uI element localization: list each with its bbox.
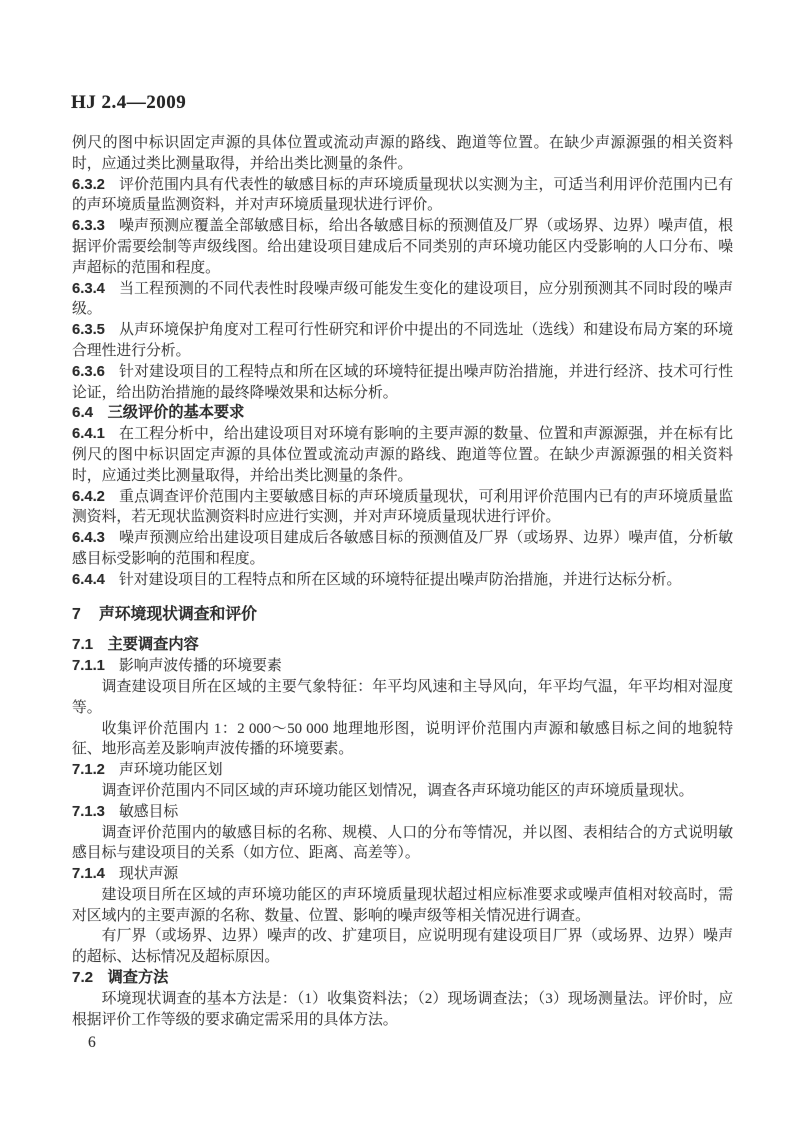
clause-6.4.4 [72, 570, 733, 591]
page-number: 6 [88, 1034, 96, 1051]
clause-text: 声环境现状调查和评价 [98, 605, 257, 623]
clause-text: 主要调查内容 [107, 636, 199, 654]
clause-number: 7.1.1 [72, 658, 105, 675]
subsection-heading-7.1 [72, 635, 733, 656]
clause-number: 7.1.4 [72, 866, 105, 883]
clause-6.3.2 [72, 175, 733, 217]
clause-text: 影响声波传播的环境要素 [118, 658, 282, 675]
clause-number: 6.3.3 [72, 218, 105, 235]
clause-text: 针对建设项目的工程特点和所在区域的环境特征提出噪声防治措施，并进行经济、技术可行性论证，给出防治措施的最终降噪效果和达标分析。 [72, 363, 733, 401]
clause-heading-7.1.4 [72, 864, 733, 885]
clause-number: 7.1.3 [72, 803, 105, 820]
clause-number: 7.2 [72, 969, 94, 987]
paragraph [72, 823, 733, 865]
clause-text: 有厂界（或场界、边界）噪声的改、扩建项目，应说明现有建设项目厂界（或场界、边界）噪声的超标、达标情况及超标原因。 [72, 928, 733, 966]
clause-text: 噪声预测应给出建设项目建成后各敏感目标的预测值及厂界（或场界、边界）噪声值，分析敏感目标受影响的范围和程度。 [72, 530, 733, 567]
clause-heading-7.1.1 [72, 656, 733, 677]
clause-number: 6.3.4 [72, 280, 105, 297]
clause-number: 6.3.5 [72, 322, 105, 339]
clause-text: 环境现状调查的基本方法是：（1）收集资料法；（2）现场调查法；（3）现场测量法。评价时，应根据评价工作等级的要求确定需采用的具体方法。 [72, 990, 733, 1028]
clause-text: 敏感目标 [118, 803, 179, 820]
clause-text: 三级评价的基本要求 [107, 404, 245, 422]
paragraph [72, 719, 733, 761]
clause-text: 收集评价范围内 1：2 000～50 000 地理地形图，说明评价范围内声源和敏感目标之间的地貌特征、地形高差及影响声波传播的环境要素。 [72, 720, 733, 758]
clause-text: 调查评价范围内不同区域的声环境功能区划情况，调查各声环境功能区的声环境质量现状。 [101, 782, 694, 799]
clause-text: 建设项目所在区域的声环境功能区的声环境质量现状超过相应标准要求或噪声值相对较高时，需对区域内的主要声源的名称、数量、位置、影响的噪声级等相关情况进行调查。 [72, 886, 733, 924]
paragraph [72, 781, 733, 802]
clause-text: 例尺的图中标识固定声源的具体位置或流动声源的路线、跑道等位置。在缺少声源源强的相关资料时，应通过类比测量取得，并给出类比测量的条件。 [72, 135, 733, 172]
clause-number: 6.3.2 [72, 176, 105, 193]
paragraph [72, 926, 733, 968]
standard-code: HJ 2.4—2009 [71, 92, 187, 113]
section-heading-7 [72, 605, 733, 626]
clause-text: 声环境功能区划 [118, 762, 223, 779]
clause-number: 6.3.6 [72, 363, 105, 380]
clause-text: 调查建设项目所在区域的主要气象特征：年平均风速和主导风向，年平均气温，年平均相对湿度等。 [72, 678, 733, 716]
paragraph [72, 885, 733, 927]
clause-number: 7 [72, 605, 81, 623]
paragraph [72, 989, 733, 1031]
clause-number: 6.4.1 [72, 426, 105, 443]
clause-number: 6.4.4 [72, 571, 105, 588]
clause-6.4.1 [72, 424, 733, 486]
clause-heading-7.1.2 [72, 760, 733, 781]
clause-text: 现状声源 [118, 866, 179, 883]
clause-text: 重点调查评价范围内主要敏感目标的声环境质量现状，可利用评价范围内已有的声环境质量监测资料，若无现状监测资料时应进行实测，并对声环境质量现状进行评价。 [72, 488, 733, 526]
clause-6.4.2 [72, 487, 733, 529]
clause-6.3.6 [72, 362, 733, 404]
clause-6.3.4 [72, 279, 733, 321]
clause-text: 针对建设项目的工程特点和所在区域的环境特征提出噪声防治措施，并进行达标分析。 [118, 571, 682, 588]
clause-6.3.5 [72, 320, 733, 362]
clause-number: 7.1 [72, 636, 94, 654]
subsection-heading-6.4 [72, 403, 733, 424]
subsection-heading-7.2 [72, 968, 733, 989]
clause-text: 调查方法 [107, 969, 169, 987]
document-content [72, 133, 733, 1030]
clause-text: 从声环境保护角度对工程可行性研究和评价中提出的不同选址（选线）和建设布局方案的环境合理性进行分析。 [72, 322, 733, 359]
clause-number: 6.4 [72, 404, 94, 422]
clause-number: 7.1.2 [72, 762, 105, 779]
clause-number: 6.4.3 [72, 530, 105, 547]
clause-text: 噪声预测应覆盖全部敏感目标，给出各敏感目标的预测值及厂界（或场界、边界）噪声值，根据评价需要绘制等声级线图。给出建设项目建成后不同类别的声环境功能区内受影响的人口分布、噪声超标的范围和程度。 [72, 218, 733, 276]
paragraph [72, 133, 733, 175]
clause-text: 评价范围内具有代表性的敏感目标的声环境质量现状以实测为主，可适当利用评价范围内已有的声环境质量监测资料，并对声环境质量现状进行评价。 [72, 176, 733, 214]
clause-text: 调查评价范围内的敏感目标的名称、规模、人口的分布等情况，并以图、表相结合的方式说明敏感目标与建设项目的关系（如方位、距离、高差等）。 [72, 824, 733, 862]
clause-text: 当工程预测的不同代表性时段噪声级可能发生变化的建设项目，应分别预测其不同时段的噪声级。 [72, 280, 733, 318]
paragraph [72, 677, 733, 719]
clause-6.3.3 [72, 216, 733, 278]
clause-6.4.3 [72, 528, 733, 570]
clause-number: 6.4.2 [72, 488, 105, 505]
clause-text: 在工程分析中，给出建设项目对环境有影响的主要声源的数量、位置和声源源强，并在标有比例尺的图中标识固定声源的具体位置或流动声源的路线、跑道等位置。在缺少声源源强的相关资料时，应通过类比测量取得，并给出类比测量的条件。 [72, 426, 733, 484]
clause-heading-7.1.3 [72, 802, 733, 823]
